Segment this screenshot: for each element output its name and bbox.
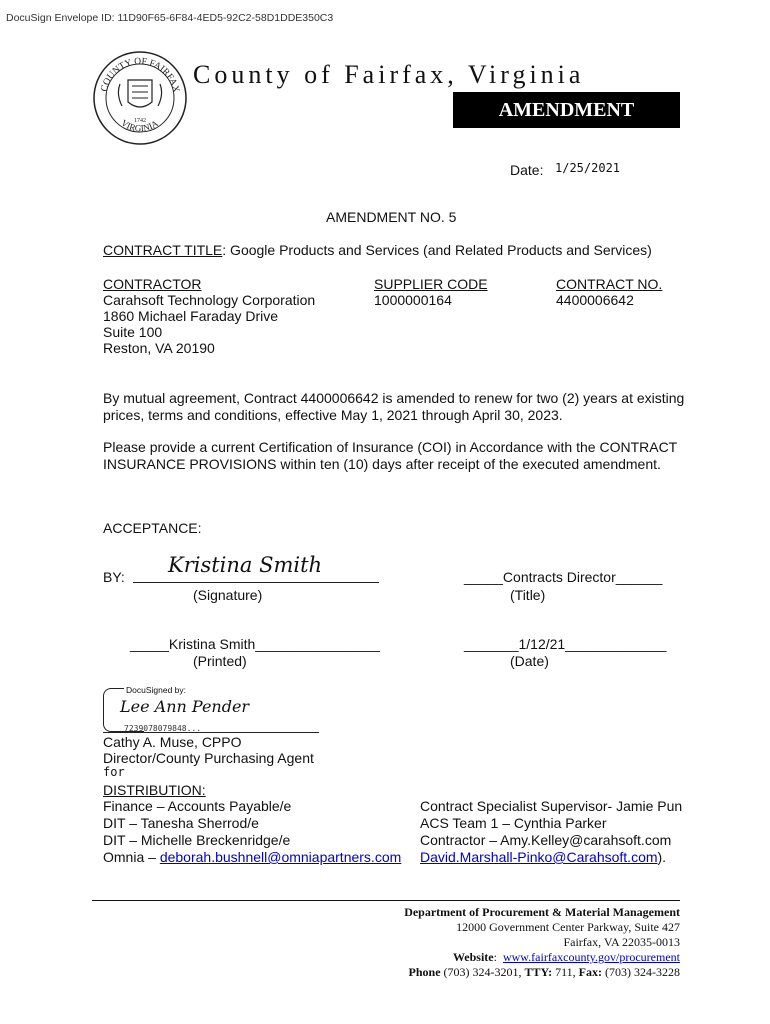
- amendment-banner: AMENDMENT: [453, 92, 680, 128]
- date-label: Date:: [510, 162, 544, 178]
- supplier-code-header: SUPPLIER CODE: [374, 276, 488, 292]
- docusign-id: 7239078079848...: [124, 724, 202, 733]
- printed-caption: (Printed): [193, 653, 247, 669]
- distribution-right-1: Contract Specialist Supervisor- Jamie Pun: [420, 798, 683, 814]
- footer-address-1: 12000 Government Center Parkway, Suite 427: [456, 920, 680, 934]
- distribution-header: DISTRIBUTION:: [103, 782, 206, 798]
- county-seal-icon: [92, 50, 188, 146]
- distribution-left-3: DIT – Michelle Breckenridge/e: [103, 832, 291, 848]
- footer-website: Website: www.fairfaxcounty.gov/procurement: [452, 950, 680, 964]
- signed-date-value: _______1/12/21_____________: [464, 636, 667, 652]
- county-signature: Lee Ann Pender: [120, 697, 250, 716]
- acceptance-label: ACCEPTANCE:: [103, 520, 202, 536]
- footer-contact: [409, 965, 680, 981]
- by-label: BY:: [103, 569, 125, 585]
- distribution-right-4: [420, 849, 666, 865]
- county-signer-name: Cathy A. Muse, CPPO: [103, 734, 242, 750]
- county-title: County of Fairfax, Virginia: [193, 60, 585, 89]
- contractor-street: 1860 Michael Faraday Drive: [103, 308, 279, 324]
- distribution-left-2: DIT – Tanesha Sherrod/e: [103, 815, 259, 831]
- envelope-id: DocuSign Envelope ID: 11D90F65-6F84-4ED5-92C2-58D1DDE350C3: [6, 12, 334, 24]
- docusign-label: DocuSigned by:: [126, 685, 187, 695]
- renewal-paragraph: By mutual agreement, Contract 4400006642 is amended to renew for two (2) years at existing prices, terms and conditions, effective May 1, 2021 through April 30, 2023.: [103, 390, 685, 423]
- phone-value: (703) 324-3201,: [440, 965, 525, 979]
- contractor-signature: Kristina Smith: [168, 553, 323, 577]
- seal-bottom-text: VIRGINIA: [119, 117, 160, 134]
- tty-value: 711,: [552, 965, 579, 979]
- fax-label: Fax:: [578, 965, 602, 979]
- contractor-title-value: _____Contracts Director______: [464, 569, 663, 585]
- tty-label: TTY:: [524, 965, 553, 979]
- contractor-suite: Suite 100: [103, 324, 163, 340]
- date-caption: (Date): [510, 653, 549, 669]
- amendment-number: AMENDMENT NO. 5: [326, 209, 457, 225]
- footer-address-2: Fairfax, VA 22035-0013: [563, 935, 680, 949]
- distribution-left-4: [103, 849, 401, 865]
- county-signer-for: for: [103, 765, 125, 779]
- insurance-paragraph: Please provide a current Certification of Insurance (COI) in Accordance with the CONTRACT INSURANCE PROVISIONS within ten (10) days after receipt of the executed amendment.: [103, 439, 677, 472]
- seal-top-text: COUNTY OF FAIRFAX: [99, 56, 181, 94]
- footer-department: Department of Procurement & Material Management: [404, 905, 680, 919]
- omnia-prefix: Omnia –: [103, 849, 160, 865]
- signature-caption: (Signature): [193, 587, 263, 603]
- website-link[interactable]: www.fairfaxcounty.gov/procurement: [502, 950, 680, 964]
- contract-no-value: 4400006642: [556, 292, 634, 308]
- signature-line: [133, 582, 379, 583]
- county-signature-line: [103, 732, 319, 733]
- date-value: 1/25/2021: [555, 161, 621, 175]
- phone-label: Phone: [408, 965, 441, 979]
- contract-title: [103, 242, 652, 258]
- website-label: Website: [452, 950, 494, 964]
- supplier-code-value: 1000000164: [374, 292, 452, 308]
- footer-divider: [92, 900, 680, 901]
- omnia-email-link[interactable]: deborah.bushnell@omniapartners.com: [159, 849, 402, 865]
- carahsoft-email-link[interactable]: David.Marshall-Pinko@Carahsoft.com: [420, 849, 658, 865]
- title-caption: (Title): [510, 587, 546, 603]
- carahsoft-suffix: ).: [657, 849, 667, 865]
- distribution-right-2: ACS Team 1 – Cynthia Parker: [420, 815, 607, 831]
- contract-title-label: CONTRACT TITLE: [103, 242, 223, 258]
- fax-value: (703) 324-3228: [602, 965, 680, 979]
- county-signer-role: Director/County Purchasing Agent: [103, 750, 314, 766]
- distribution-left-1: Finance – Accounts Payable/e: [103, 798, 292, 814]
- contract-title-value: : Google Products and Services (and Related Products and Services): [222, 242, 652, 258]
- contract-no-header: CONTRACT NO.: [556, 276, 663, 292]
- contractor-city: Reston, VA 20190: [103, 340, 215, 356]
- printed-name-value: _____Kristina Smith________________: [130, 636, 380, 652]
- distribution-right-3: Contractor – Amy.Kelley@carahsoft.com: [420, 832, 672, 848]
- seal-year: 1742: [134, 118, 146, 124]
- contractor-name: Carahsoft Technology Corporation: [103, 292, 316, 308]
- contractor-header: CONTRACTOR: [103, 276, 202, 292]
